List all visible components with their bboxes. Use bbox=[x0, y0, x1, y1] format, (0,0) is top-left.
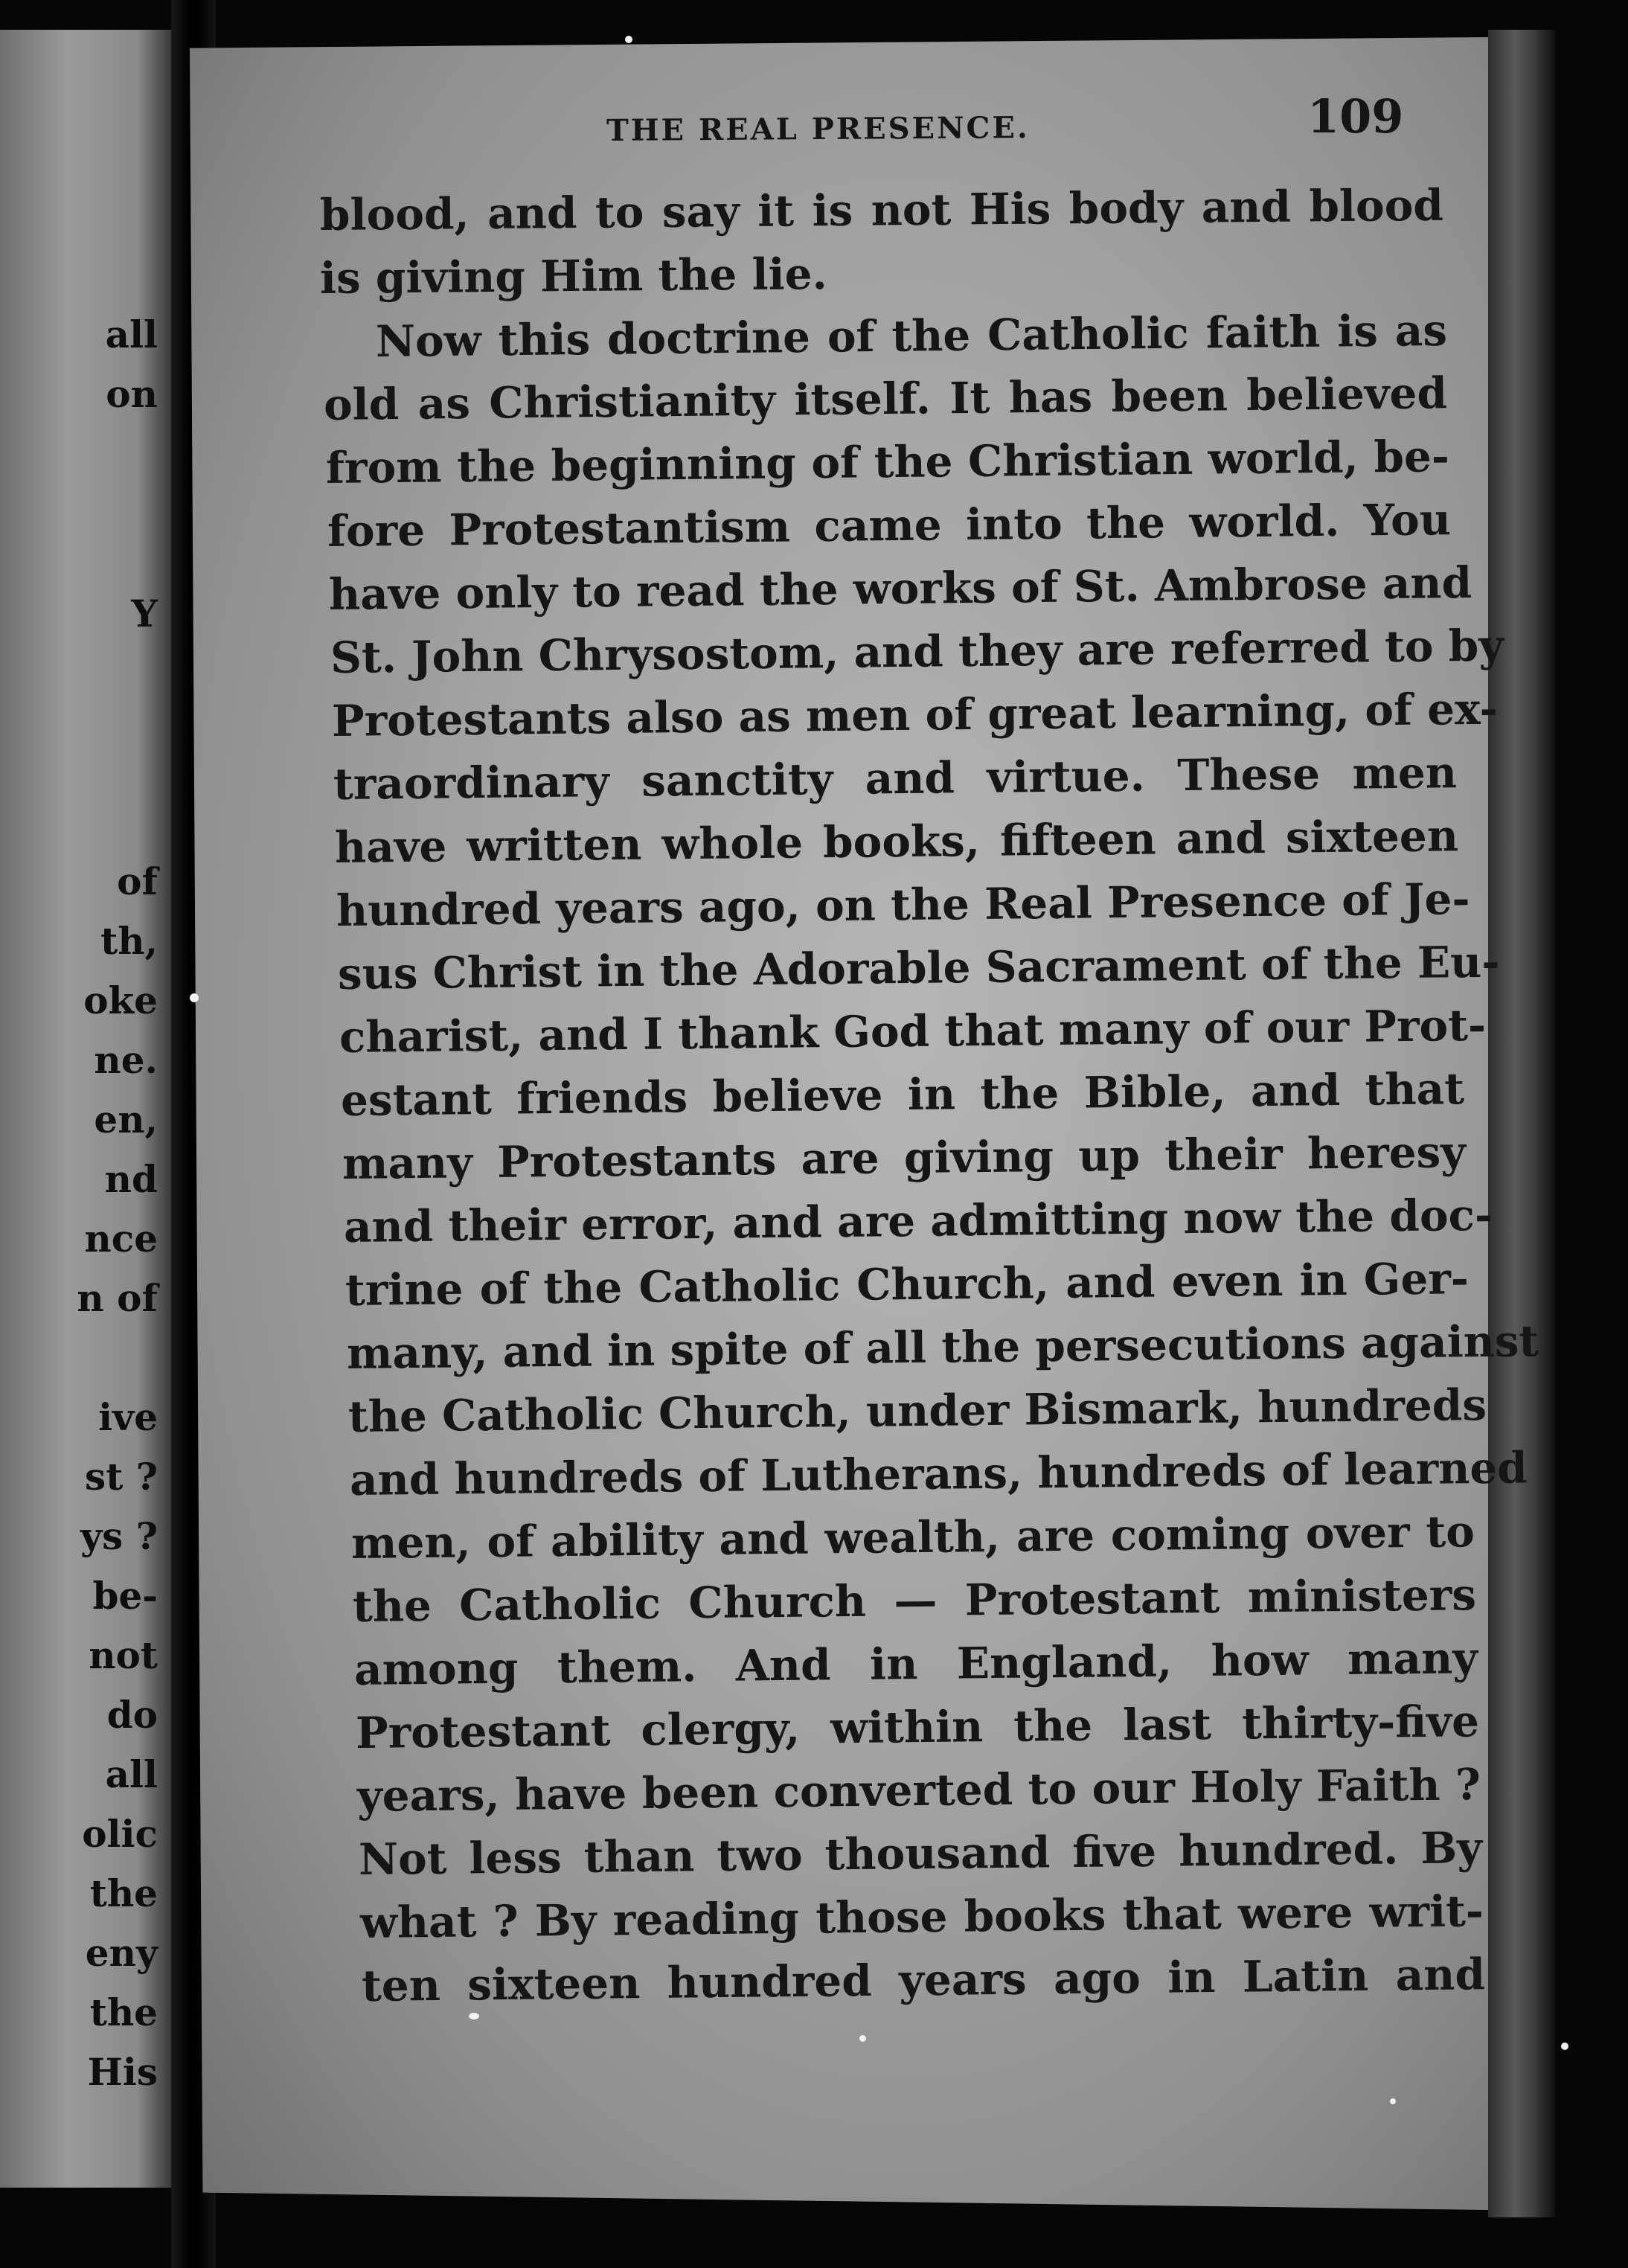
left-page-fragment: olic bbox=[82, 1812, 158, 1856]
text-line: many, and in spite of all the persecutions against bbox=[346, 1316, 1539, 1379]
text-line: years, have been converted to our Holy Faith ? bbox=[356, 1759, 1481, 1822]
text-line: from the beginning of the Christian world, be- bbox=[325, 431, 1450, 493]
text-line: ten sixteen hundred years ago in Latin and bbox=[361, 1949, 1486, 2011]
left-page-fragment: all bbox=[105, 313, 158, 356]
left-page-fragment: His bbox=[87, 2050, 158, 2094]
left-page-fragment: oke bbox=[83, 978, 158, 1022]
scan-speck bbox=[469, 2013, 479, 2019]
text-line: trine of the Catholic Church, and even in Ger- bbox=[344, 1253, 1470, 1316]
left-page-fragment: nd bbox=[104, 1157, 158, 1201]
left-page-fragment: on bbox=[106, 372, 158, 416]
left-page-fragment: n of bbox=[77, 1276, 158, 1320]
scan-speck bbox=[625, 36, 632, 43]
left-page-fragment: st ? bbox=[85, 1455, 158, 1499]
left-page-fragment: th, bbox=[100, 919, 158, 963]
text-line: is giving Him the lie. bbox=[319, 249, 828, 304]
text-line: sus Christ in the Adorable Sacrament of the Eu- bbox=[337, 936, 1500, 999]
text-line: the Catholic Church, under Bismark, hundreds bbox=[347, 1379, 1487, 1442]
left-page-fragment: do bbox=[106, 1693, 158, 1737]
left-page-fragment: eny bbox=[85, 1931, 158, 1975]
text-line: many Protestants are giving up their heresy bbox=[342, 1127, 1467, 1189]
text-line: St. John Chrysostom, and they are referred to by bbox=[330, 620, 1504, 683]
text-line: the Catholic Church — Protestant ministers bbox=[352, 1569, 1477, 1632]
left-page-fragment: nce bbox=[84, 1217, 158, 1260]
left-page-fragment: ys ? bbox=[80, 1514, 158, 1558]
left-page-fragment: Y bbox=[131, 592, 158, 635]
text-line: have written whole books, fifteen and sixteen bbox=[334, 810, 1459, 873]
left-page-fragment: ne. bbox=[94, 1038, 158, 1082]
text-line: traordinary sanctity and virtue. These men bbox=[333, 747, 1458, 810]
text-line: Protestant clergy, within the last thirty-five bbox=[355, 1696, 1480, 1758]
left-page-fragment: of bbox=[117, 859, 158, 903]
scan-speck bbox=[1390, 2098, 1396, 2104]
scan-speck bbox=[1561, 2043, 1568, 2050]
text-line: men, of ability and wealth, are coming over to bbox=[350, 1506, 1475, 1569]
text-line: Protestants also as men of great learning, of ex- bbox=[331, 683, 1499, 746]
text-line: Now this doctrine of the Catholic faith is as bbox=[375, 304, 1448, 367]
text-line: hundred years ago, on the Real Presence of Je- bbox=[336, 874, 1470, 936]
text-line: blood, and to say it is not His body and blood bbox=[319, 179, 1444, 240]
left-page-fragment: ive bbox=[98, 1395, 158, 1439]
left-page-fragment: the bbox=[89, 1871, 158, 1915]
text-line: fore Protestantism came into the world. You bbox=[327, 494, 1452, 557]
scan-speck bbox=[190, 993, 199, 1002]
running-header: THE REAL PRESENCE. bbox=[606, 110, 1030, 148]
text-line: and their error, and are admitting now the doc- bbox=[343, 1189, 1493, 1252]
left-page-fragment: the bbox=[89, 1990, 158, 2034]
text-line: what ? By reading those books that were writ- bbox=[359, 1886, 1484, 1948]
text-line: estant friends believe in the Bible, and that bbox=[340, 1063, 1465, 1126]
scan-speck bbox=[859, 2035, 866, 2042]
text-line: old as Christianity itself. It has been believed bbox=[323, 368, 1448, 430]
text-line: among them. And in England, how many bbox=[353, 1633, 1478, 1695]
left-page-fragment: all bbox=[105, 1752, 158, 1796]
text-line: and hundreds of Lutherans, hundreds of learned bbox=[349, 1442, 1528, 1505]
left-page-fragment: be- bbox=[92, 1574, 158, 1618]
left-page-fragment: not bbox=[89, 1633, 158, 1677]
page-number: 109 bbox=[1307, 89, 1404, 144]
left-page-fragment: en, bbox=[94, 1098, 158, 1141]
text-line: charist, and I thank God that many of our Prot- bbox=[339, 999, 1487, 1063]
text-line: Not less than two thousand five hundred. By bbox=[358, 1822, 1483, 1885]
text-line: have only to read the works of St. Ambrose and bbox=[328, 557, 1472, 620]
